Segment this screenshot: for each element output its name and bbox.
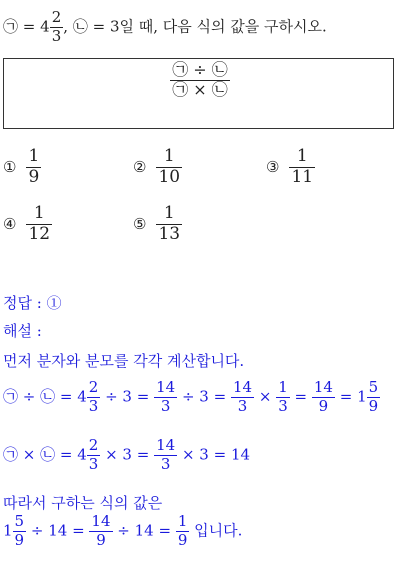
symbol-a: ㉠ [3,17,19,36]
option-3[interactable]: ③ $\frac{1}{11}$ [266,146,314,187]
equation-1: ㉠ ÷ ㉡ = 4 $\frac{2}{3}$ ÷ 3 = $\frac{14}{3}$ ÷ 3 = $\frac{14}{3}$ × $\frac{1}{3}$ = $\frac{14}{9}$ = 1 $\frac{5}{9}$ [3,378,379,415]
expression-numerator: ㉠ ÷ ㉡ [172,60,228,79]
option-4[interactable]: ④ $\frac{1}{12}$ [3,203,51,244]
question-text: ㉠ = 4 $\frac{2}{3}$ , ㉡ = 3일 때, 다음 식의 값을 구하시오. [3,8,327,45]
answer-label: 정답 : ① [3,294,62,312]
equation-2: ㉠ × ㉡ = 4 $\frac{2}{3}$ × 3 = $\frac{14}{3}$ × 3 = 14 [3,436,251,473]
expression-denominator: ㉠ × ㉡ [172,79,228,99]
explanation-step1: 먼저 분자와 분모를 각각 계산합니다. [3,352,245,370]
a-whole: 4 [40,17,50,36]
option-2[interactable]: ② $\frac{1}{10}$ [133,146,181,187]
question-tail: = 3일 때, 다음 식의 값을 구하시오. [92,17,327,36]
option-1[interactable]: ① $\frac{1}{9}$ [3,146,40,187]
explanation-label: 해설 : [3,322,42,340]
expression [0,62,400,99]
option-5[interactable]: ⑤ $\frac{1}{13}$ [133,203,181,244]
a-fraction: $\frac{2}{3}$ [51,8,62,45]
equation-3: 1 $\frac{5}{9}$ ÷ 14 = $\frac{14}{9}$ ÷ 14 = $\frac{1}{9}$ 입니다. [3,512,243,549]
symbol-b: ㉡ [72,17,88,36]
equals-sign: = [22,17,36,36]
conclusion-text: 따라서 구하는 식의 값은 [3,494,163,512]
